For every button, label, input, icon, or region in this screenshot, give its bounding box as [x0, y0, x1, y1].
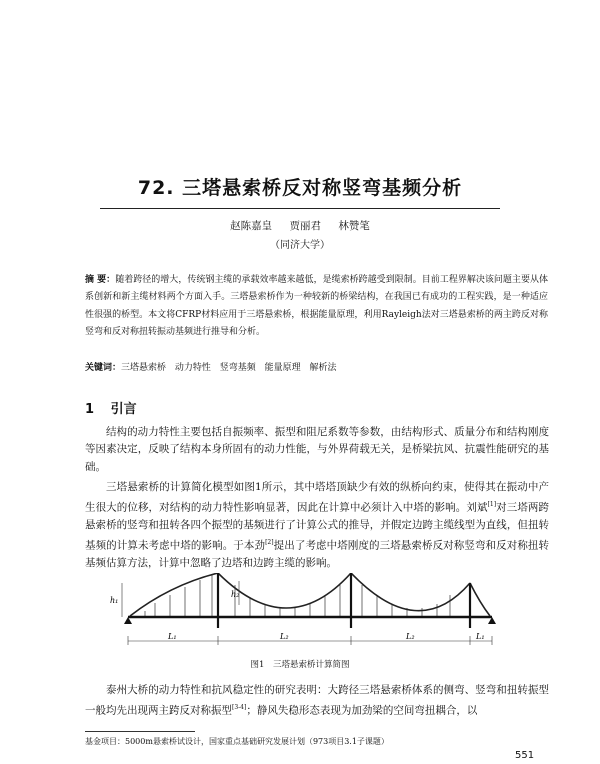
page-number: 551 [515, 750, 535, 761]
paragraph-2-text-b: 对三塔两跨悬索桥的竖弯和扭转各四个振型的基频进行了计算公式的推导，并假定边跨主缆线型为直线，但扭转基频的计算未考虑中塔的影响。于本劲 [85, 501, 550, 552]
keywords [85, 360, 548, 377]
section-heading [85, 398, 137, 417]
main-cable-right [351, 573, 470, 611]
affiliation: （同济大学） [270, 240, 330, 251]
side-cable-right [470, 583, 490, 616]
label-L2-right: L₂ [406, 632, 415, 641]
paragraph-1-text: 结构的动力特性主要包括自振频率、振型和阻尼系数等参数，由结构形式、质量分布和结构刚度等因素决定，反映了结构本身所固有的动力性能，与外界荷载无关，是桥梁抗风、抗震性能研究的基础。 [85, 426, 549, 473]
footnote-rule [85, 731, 195, 732]
paragraph-2-text-c: 提出了考虑中塔刚度的三塔悬索桥反对称竖弯和反对称扭转基频估算方法，计算中忽略了边塔和边跨主缆的影响。 [85, 539, 550, 570]
ref-1: [1] [487, 501, 497, 509]
paragraph-2 [85, 479, 549, 572]
abstract-label: 摘 要： [85, 275, 116, 285]
label-h1: h₁ [110, 596, 119, 605]
abstract [85, 272, 548, 341]
paragraph-3-text-b: ；静风失稳形态表现为加劲梁的空间弯扭耦合，以 [246, 704, 478, 717]
three-tower-bridge-diagram [100, 573, 500, 653]
section-number: 1 [85, 402, 95, 417]
footnote: 基金项目：5000m悬索桥试设计，国家重点基础研究发展计划（973项目3.1子课题） [85, 737, 389, 746]
label-L2-left: L₂ [280, 632, 289, 641]
figure-1 [100, 573, 500, 657]
label-L1-left: L₁ [168, 632, 177, 641]
paragraph-2-text-a: 三塔悬索桥的计算简化模型如图1所示，其中塔塔顶缺少有效的纵桥向约束，使得其在振动中产生很大的位移，对结构的动力特性影响显著，因此在计算中必须计入中塔的影响。刘斌 [85, 481, 549, 514]
title-rule [100, 208, 500, 209]
keywords-label: 关键词： [85, 363, 122, 373]
ref-3: [3-4] [232, 704, 247, 712]
figure-caption: 图1 三塔悬索桥计算简图 [250, 660, 350, 670]
label-h2: h₂ [231, 590, 240, 599]
paragraph-3 [85, 682, 549, 720]
authors: 赵陈嘉皇 贾丽君 林赞笔 [230, 220, 370, 232]
keywords-text: 三塔悬索桥 动力特性 竖弯基频 能量原理 解析法 [121, 363, 337, 373]
side-cable-left [130, 573, 218, 616]
abstract-text: 随着跨径的增大，传统钢主缆的承载效率越来越低，是缆索桥跨越受到限制。目前工程界解决该问题主要从体系创新和新主缆材料两个方面入手。三塔悬索桥作为一种较新的桥梁结构，在我国已有成功的工程实践，是一种适应性很强的桥型。本文将CFRP材料应用于三塔悬索桥，根据能量原理，利用Rayleigh法对三塔悬索桥的两主跨反对称竖弯和反对称扭转振动基频进行推导和分析。 [85, 275, 548, 337]
ref-2: [2] [265, 539, 274, 547]
label-L1-right: L₁ [476, 632, 485, 641]
paragraph-3-text-a: 泰州大桥的动力特性和抗风稳定性的研究表明：大跨径三塔悬索桥体系的侧弯、竖弯和扭转振型一般均先出现两主跨反对称振型 [85, 684, 549, 717]
section-title: 引言 [110, 402, 137, 417]
dimension-lines [128, 636, 492, 645]
paragraph-1 [85, 424, 549, 476]
paper-title: 72. 三塔悬索桥反对称竖弯基频分析 [137, 177, 463, 199]
